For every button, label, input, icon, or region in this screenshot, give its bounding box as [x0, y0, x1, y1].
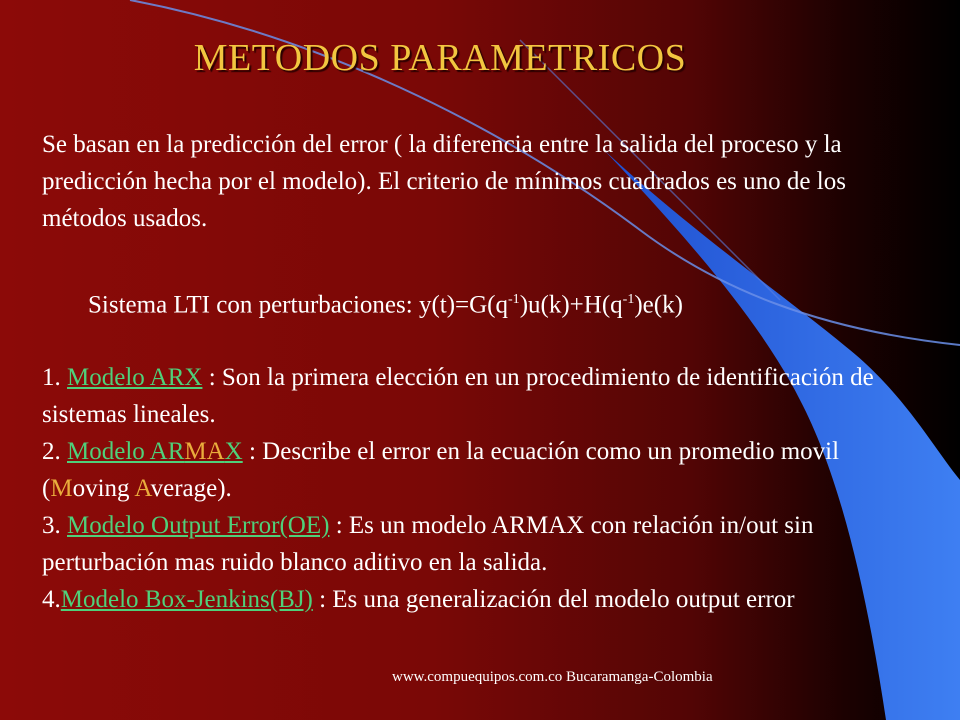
equation-part: )u(k)+H(q: [519, 291, 623, 319]
item-number: 2.: [42, 438, 67, 465]
system-equation: [88, 281, 960, 323]
highlight-letter: A: [134, 475, 151, 502]
slide-title: METODOS PARAMETRICOS: [193, 37, 687, 79]
highlight-letter: M: [50, 475, 73, 502]
list-item-bj: [42, 581, 922, 618]
item-number: 3.: [42, 512, 67, 539]
link-text-part: X: [224, 438, 243, 465]
link-modelo-box-jenkins[interactable]: Modelo Box-Jenkins(BJ): [60, 586, 313, 613]
item-description: : Describe el error en la ecuación como un promedio movil (: [42, 438, 840, 502]
list-item-armax: [42, 433, 922, 507]
list-item-oe: [42, 507, 922, 581]
item-description: oving: [72, 475, 135, 502]
equation-superscript: -1: [622, 292, 635, 307]
link-modelo-arx[interactable]: Modelo ARX: [67, 364, 203, 391]
item-description: verage).: [150, 475, 232, 502]
list-item-arx: [42, 359, 922, 433]
item-description: : Son la primera elección en un procedimiento de identificación de sistemas lineales.: [42, 364, 874, 428]
equation-part: y(t)=G(q: [418, 291, 509, 319]
equation-superscript: -1: [508, 292, 520, 307]
link-text-highlight: MA: [184, 438, 225, 465]
item-description: : Es un modelo ARMAX con relación in/out sin perturbación mas ruido blanco aditivo en la salida.: [42, 512, 814, 576]
model-list: [42, 359, 922, 618]
link-modelo-output-error[interactable]: Modelo Output Error(OE): [67, 512, 330, 539]
item-description: : Es una generalización del modelo output error: [312, 586, 795, 613]
system-label: Sistema LTI con perturbaciones:: [88, 291, 413, 319]
link-text-part: Modelo AR: [67, 438, 185, 465]
footer-text: www.compuequipos.com.co Bucaramanga-Colombia: [392, 669, 713, 685]
intro-paragraph: Se basan en la predicción del error ( la diferencia entre la salida del proceso y la predicción hecha por el modelo). El criterio de mínimos cuadrados es uno de los métodos usados.: [42, 131, 846, 232]
item-number: 1.: [42, 364, 67, 391]
item-number: 4.: [42, 586, 61, 613]
link-modelo-armax[interactable]: [67, 438, 243, 465]
equation-part: )e(k): [634, 291, 683, 319]
